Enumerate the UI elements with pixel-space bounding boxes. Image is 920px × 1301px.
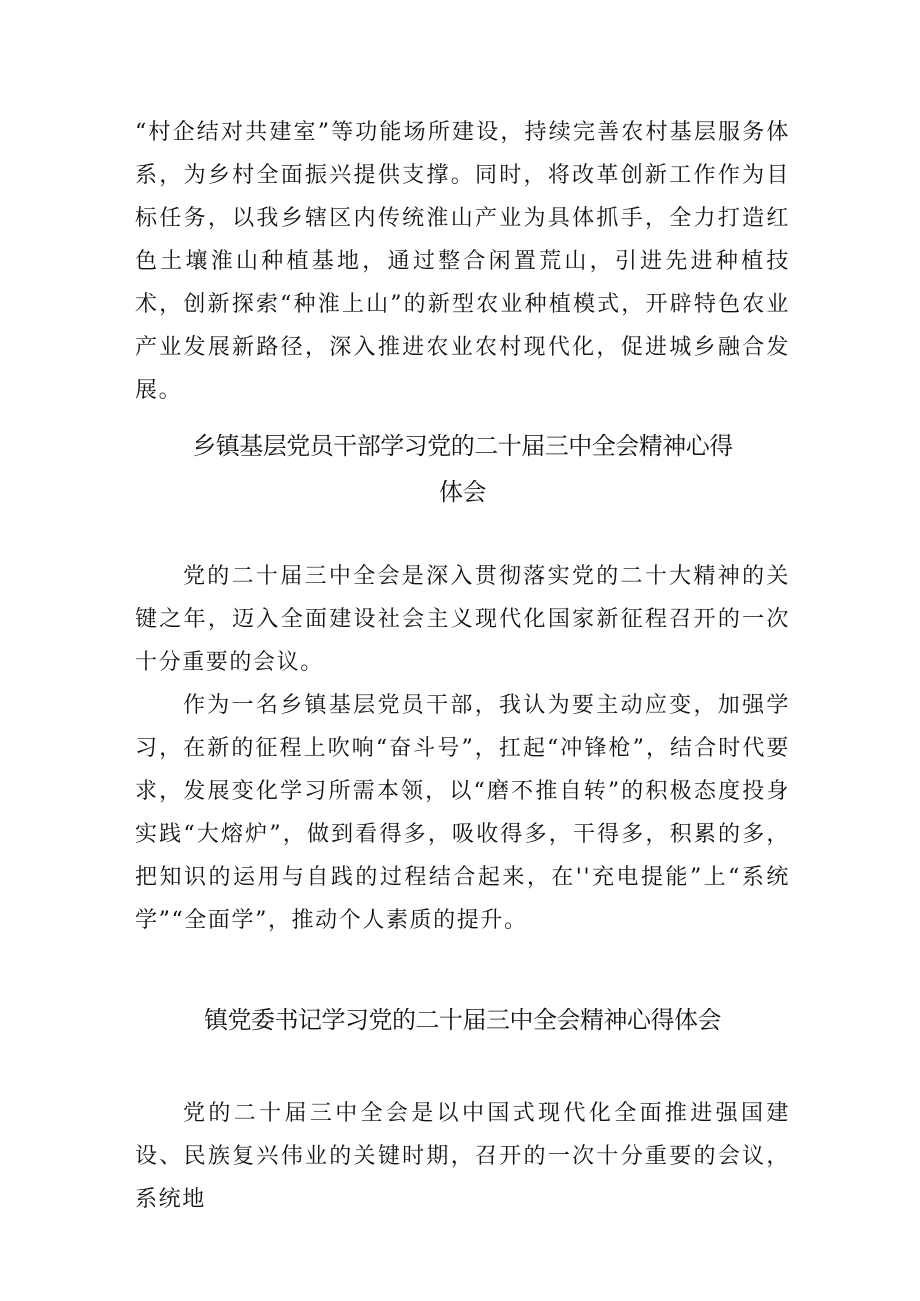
paragraph-modernization: 党的二十届三中全会是以中国式现代化全面推进强国建设、民族复兴伟业的关键时期，召开的一次十分重要的会议，系统地 <box>135 1101 790 1212</box>
heading-line-1: 乡镇基层党员干部学习党的二十届三中全会精神心得 <box>192 432 733 460</box>
paragraph-plenary-intro: 党的二十届三中全会是深入贯彻落实党的二十大精神的关键之年，迈入全面建设社会主义现代化国家新征程召开的一次十分重要的会议。 <box>135 564 790 675</box>
paragraph-cadre-learning: 作为一名乡镇基层党员干部，我认为要主动应变，加强学习，在新的征程上吹响“奋斗号”，扛起“冲锋枪”，结合时代要求，发展变化学习所需本领，以“磨不推自转”的积极态度投身实践“大熔炉”，做到看得多，吸收得多，干得多，积累的多，把知识的运用与自践的过程结合起来，在''充电提能”上“系统学”“全面学”，推动个人素质的提升。 <box>135 693 790 933</box>
paragraph-rural-service: “村企结对共建室”等功能场所建设，持续完善农村基层服务体系，为乡村全面振兴提供支撑。同时，将改革创新工作作为目标任务，以我乡辖区内传统淮山产业为具体抓手，全力打造红色土壤淮山种植基地，通过整合闲置荒山，引进先进种植技术，创新探索“种淮上山”的新型农业种植模式，开辟特色农业产业发展新路径，深入推进农业农村现代化，促进城乡融合发展。 <box>135 120 790 403</box>
section-heading-township-cadres <box>135 423 790 515</box>
section-heading-party-secretary: 镇党委书记学习党的二十届三中全会精神心得体会 <box>204 1006 721 1034</box>
heading-line-2: 体会 <box>439 478 486 506</box>
